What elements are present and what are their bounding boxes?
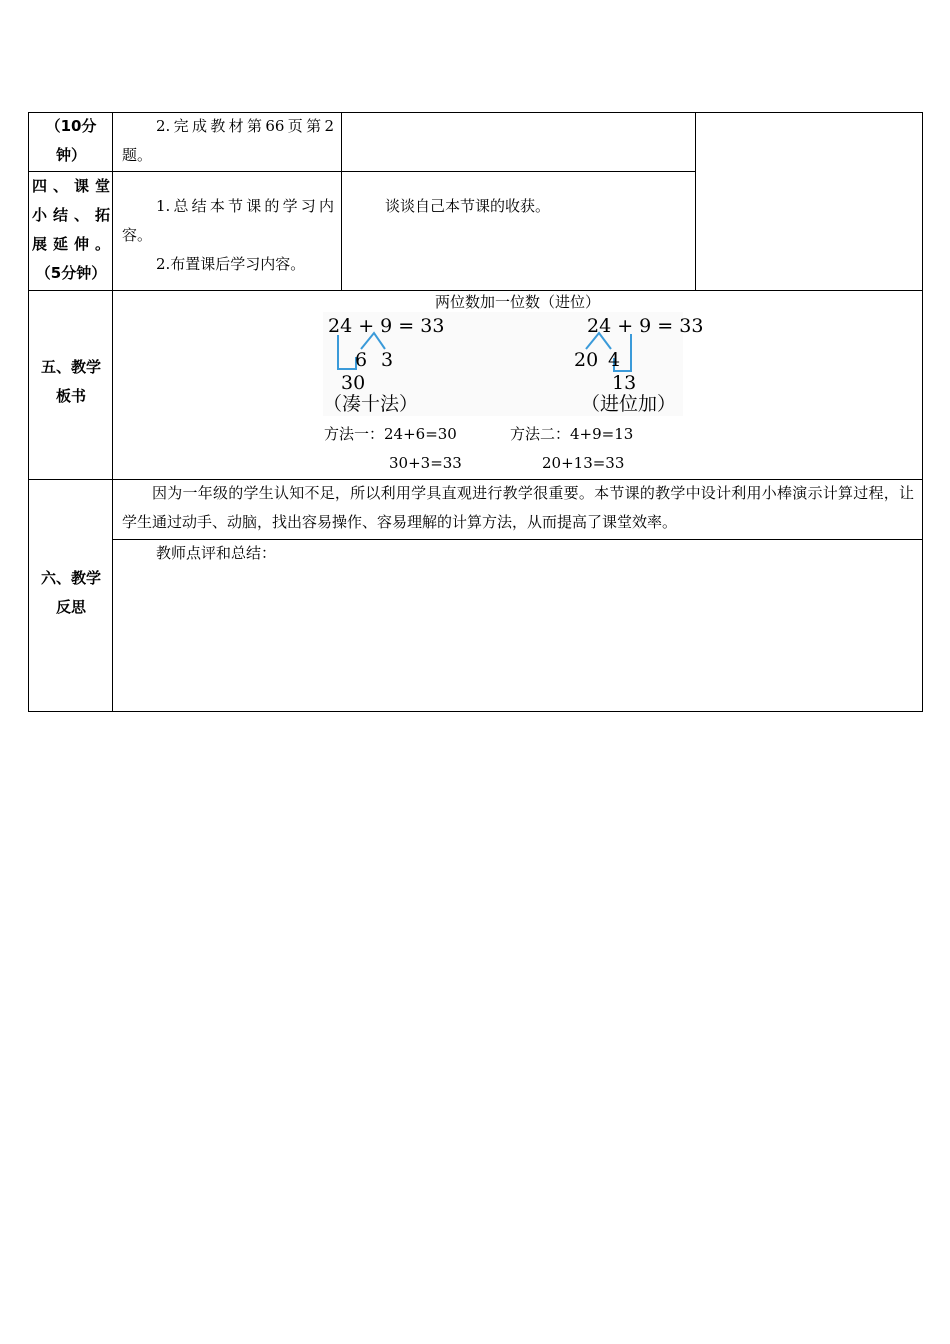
row2-activity-line3: 2.布置课后学习内容。 bbox=[156, 255, 306, 273]
row2-label-line3: 展延伸。 bbox=[32, 235, 110, 253]
method2-step1: 方法二：4+9=13 bbox=[510, 425, 634, 443]
method1-split-b: 3 bbox=[381, 349, 394, 371]
row1-label-line2: 钟） bbox=[55, 146, 86, 164]
board-label-line2: 板书 bbox=[55, 387, 86, 405]
method1-caption: （凑十法） bbox=[323, 393, 419, 415]
method1-equation: 24 + 9 = 33 bbox=[328, 315, 445, 337]
row1-activity-line1: 2.完成教材第66页第2 bbox=[156, 117, 334, 135]
col-divider-3 bbox=[695, 112, 696, 290]
board-diagrams bbox=[323, 312, 704, 416]
row1-label bbox=[32, 112, 110, 170]
row-divider-1 bbox=[28, 171, 696, 172]
row1-activity-line2: 题。 bbox=[122, 146, 153, 164]
row1-label-line1: （10分 bbox=[45, 117, 97, 135]
row2-activity bbox=[122, 192, 334, 279]
reflection-label-line1: 六、教学 bbox=[40, 569, 101, 587]
method1-sum: 30 bbox=[341, 372, 366, 394]
row2-student: 谈谈自己本节课的收获。 bbox=[385, 197, 551, 215]
method1-step1: 方法一：24+6=30 bbox=[324, 425, 457, 443]
method2-equation: 24 + 9 = 33 bbox=[587, 315, 704, 337]
col-divider-1 bbox=[112, 112, 113, 712]
method1-step2: 30+3=33 bbox=[389, 454, 462, 472]
row2-label-line4: （5分钟） bbox=[35, 264, 107, 282]
reflection-text: 因为一年级的学生认知不足，所以利用学具直观进行教学很重要。本节课的教学中设计利用小棒演示计算过程，让学生通过动手、动脑，找出容易操作、容易理解的计算方法，从而提高了课堂效率。 bbox=[122, 484, 914, 531]
row2-label-line1: 四、课堂 bbox=[32, 177, 110, 195]
table-border-bottom bbox=[28, 711, 923, 712]
board-label bbox=[32, 353, 110, 411]
method2-split-a: 20 bbox=[574, 349, 599, 371]
table-border-right bbox=[922, 112, 923, 712]
method2-sum: 13 bbox=[612, 372, 637, 394]
method2-step2: 20+13=33 bbox=[542, 454, 625, 472]
lesson-plan-table bbox=[28, 112, 923, 712]
method2-split-b: 4 bbox=[608, 349, 621, 371]
col-divider-2 bbox=[341, 112, 342, 290]
teacher-comment-label: 教师点评和总结： bbox=[156, 544, 277, 562]
reflection-label-line2: 反思 bbox=[55, 598, 86, 616]
row1-activity bbox=[122, 112, 334, 170]
board-title: 两位数加一位数（进位） bbox=[434, 293, 600, 311]
row2-label bbox=[32, 172, 110, 288]
table-border-left bbox=[28, 112, 29, 712]
method2-caption: （进位加） bbox=[581, 393, 677, 415]
method1-split-a: 6 bbox=[355, 349, 368, 371]
row2-activity-line1: 1.总结本节课的学习内 bbox=[156, 197, 334, 215]
row2-activity-line2: 容。 bbox=[122, 226, 153, 244]
reflection-label bbox=[32, 564, 110, 622]
row2-label-line2: 小结、拓 bbox=[32, 206, 110, 224]
board-label-line1: 五、教学 bbox=[40, 358, 101, 376]
